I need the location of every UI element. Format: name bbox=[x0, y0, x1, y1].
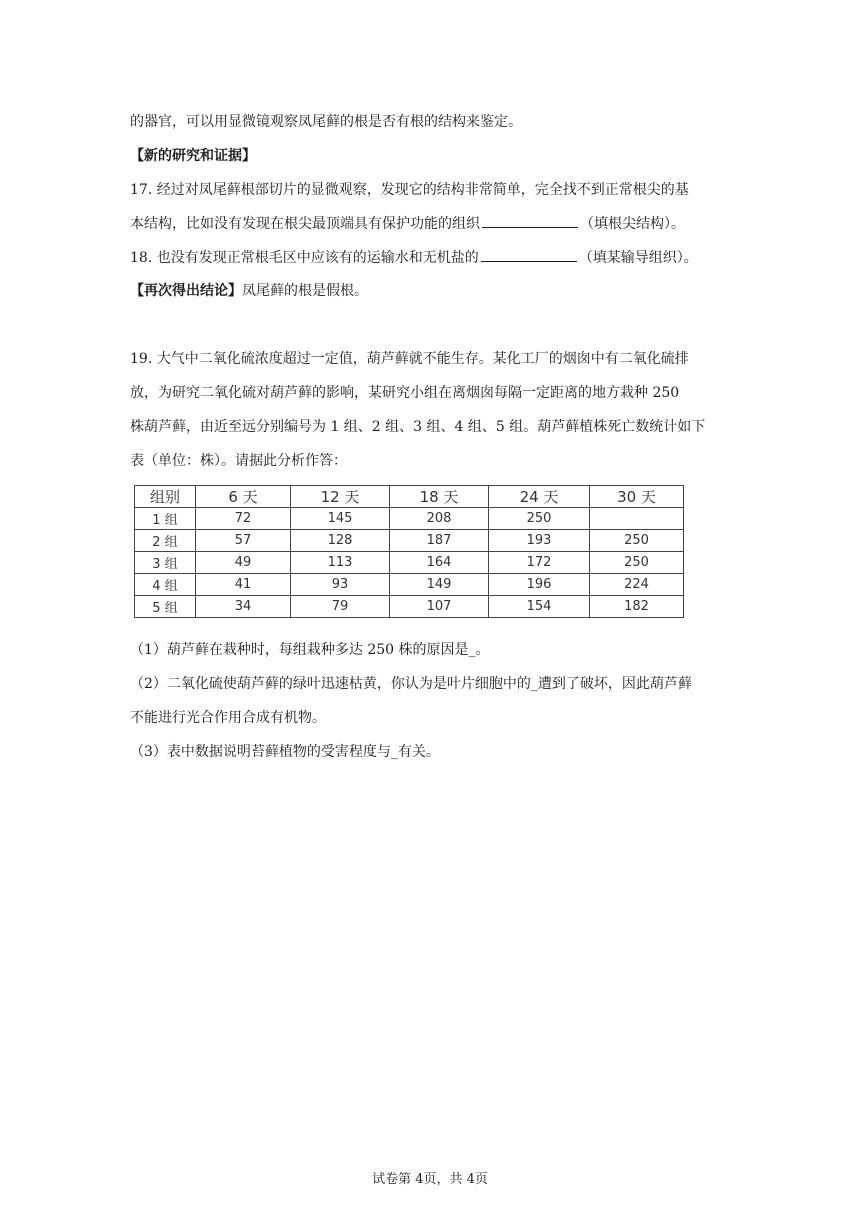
question-19-line1: 19. 大气中二氧化硫浓度超过一定值，葫芦藓就不能生存。某化工厂的烟囱中有二氧化硫排 bbox=[130, 351, 689, 367]
section-heading-new-evidence: 【新的研究和证据】 bbox=[130, 148, 256, 164]
question-19-line2: 放，为研究二氧化硫对葫芦藓的影响，某研究小组在离烟囱每隔一定距离的地方栽种 250 bbox=[130, 385, 680, 401]
table-cell: 113 bbox=[291, 552, 390, 574]
table-cell: 72 bbox=[196, 508, 291, 530]
table-cell: 149 bbox=[390, 574, 489, 596]
question-17-text: 本结构，比如没有发现在根尖最顶端具有保护功能的组织 bbox=[130, 216, 480, 232]
table-header-cell: 12 天 bbox=[291, 486, 390, 508]
answer-blank-18[interactable] bbox=[481, 247, 577, 262]
table-cell: 1 组 bbox=[135, 508, 196, 530]
table-cell: 196 bbox=[489, 574, 590, 596]
table-cell: 128 bbox=[291, 530, 390, 552]
table-cell: 250 bbox=[590, 530, 684, 552]
table-cell bbox=[590, 508, 684, 530]
table-header-row bbox=[135, 486, 684, 508]
table-cell: 145 bbox=[291, 508, 390, 530]
table-cell: 5 组 bbox=[135, 596, 196, 618]
data-table bbox=[134, 485, 684, 618]
table-cell: 164 bbox=[390, 552, 489, 574]
conclusion bbox=[130, 281, 368, 301]
table-row bbox=[135, 530, 684, 552]
table-row bbox=[135, 508, 684, 530]
question-18-hint: （填某输导组织）。 bbox=[578, 250, 698, 266]
table-header-cell: 30 天 bbox=[590, 486, 684, 508]
conclusion-text: 凤尾藓的根是假根。 bbox=[242, 283, 368, 299]
table-row bbox=[135, 596, 684, 618]
table-cell: 107 bbox=[390, 596, 489, 618]
table-cell: 250 bbox=[489, 508, 590, 530]
question-19-line3: 株葫芦藓，由近至远分别编号为 1 组、2 组、3 组、4 组、5 组。葫芦藓植株死亡数统计如下 bbox=[130, 419, 706, 435]
table-cell: 2 组 bbox=[135, 530, 196, 552]
table-header-cell: 18 天 bbox=[390, 486, 489, 508]
question-18-text: 18. 也没有发现正常根毛区中应该有的运输水和无机盐的 bbox=[130, 250, 479, 266]
sub-question-2-line1: （2）二氧化硫使葫芦藓的绿叶迅速枯黄，你认为是叶片细胞中的_遭到了破坏，因此葫芦藓 bbox=[130, 676, 692, 692]
question-19-line4: 表（单位：株）。请据此分析作答： bbox=[130, 453, 347, 469]
question-17-line1: 17. 经过对凤尾藓根部切片的显微观察，发现它的结构非常简单，完全找不到正常根尖的基 bbox=[130, 182, 689, 198]
table-cell: 57 bbox=[196, 530, 291, 552]
table-row bbox=[135, 552, 684, 574]
table-header-cell: 6 天 bbox=[196, 486, 291, 508]
table-cell: 79 bbox=[291, 596, 390, 618]
table-cell: 3 组 bbox=[135, 552, 196, 574]
table-header-cell: 24 天 bbox=[489, 486, 590, 508]
table-cell: 182 bbox=[590, 596, 684, 618]
table-cell: 187 bbox=[390, 530, 489, 552]
table-cell: 41 bbox=[196, 574, 291, 596]
table-cell: 224 bbox=[590, 574, 684, 596]
sub-question-2-line2: 不能进行光合作用合成有机物。 bbox=[130, 710, 326, 726]
table-cell: 93 bbox=[291, 574, 390, 596]
sub-question-3: （3）表中数据说明苔藓植物的受害程度与_有关。 bbox=[130, 744, 440, 760]
table-cell: 208 bbox=[390, 508, 489, 530]
conclusion-heading: 【再次得出结论】 bbox=[130, 283, 242, 299]
question-17-line2 bbox=[130, 213, 685, 234]
question-17-hint: （填根尖结构）。 bbox=[580, 216, 685, 232]
sub-question-1: （1）葫芦藓在栽种时，每组栽种多达 250 株的原因是_。 bbox=[130, 642, 490, 658]
table-cell: 250 bbox=[590, 552, 684, 574]
table-cell: 49 bbox=[196, 552, 291, 574]
page-footer: 试卷第 4页，共 4页 bbox=[372, 1172, 488, 1187]
table-row bbox=[135, 574, 684, 596]
table-cell: 34 bbox=[196, 596, 291, 618]
question-18 bbox=[130, 247, 698, 268]
paragraph-p1: 的器官，可以用显微镜观察凤尾藓的根是否有根的结构来鉴定。 bbox=[130, 114, 522, 130]
table-cell: 172 bbox=[489, 552, 590, 574]
answer-blank-17[interactable] bbox=[482, 213, 578, 228]
table-cell: 154 bbox=[489, 596, 590, 618]
table-header-cell: 组别 bbox=[135, 486, 196, 508]
table-cell: 4 组 bbox=[135, 574, 196, 596]
table-cell: 193 bbox=[489, 530, 590, 552]
